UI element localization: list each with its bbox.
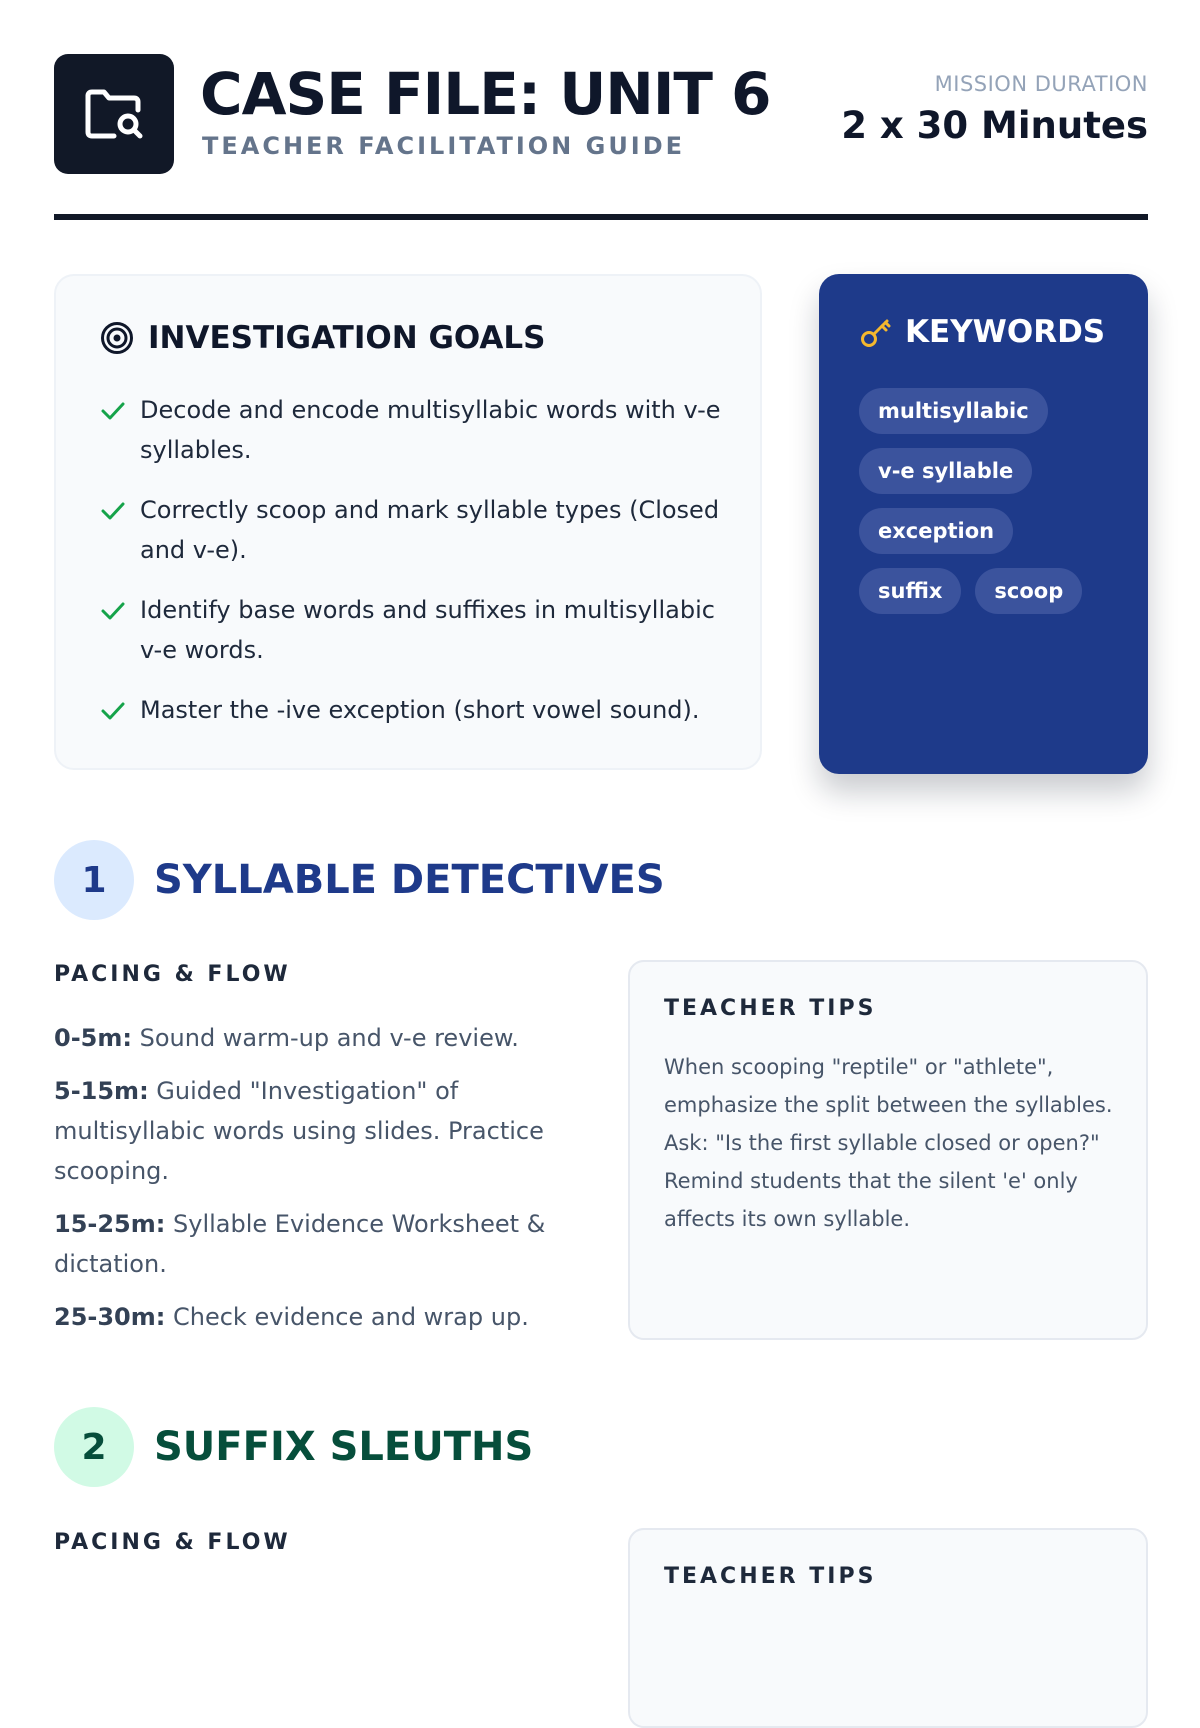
section-number-badge: 2: [54, 1407, 134, 1487]
keyword-tag: suffix: [859, 568, 961, 614]
section-number-badge: 1: [54, 840, 134, 920]
pacing-label: PACING & FLOW: [54, 962, 291, 987]
section-title: SYLLABLE DETECTIVES: [154, 857, 665, 903]
keyword-tag: v-e syllable: [859, 448, 1032, 494]
goal-text: Decode and encode multisyllabic words with v-e syllables.: [140, 396, 721, 464]
pacing-time: 25-30m:: [54, 1303, 166, 1331]
pacing-time: 0-5m:: [54, 1024, 132, 1052]
investigation-goals-card: [54, 274, 762, 770]
pacing-label: PACING & FLOW: [54, 1530, 291, 1555]
check-icon: [100, 698, 126, 724]
logo-badge: [54, 54, 174, 174]
pacing-time: 5-15m:: [54, 1077, 149, 1105]
goal-text: Correctly scoop and mark syllable types (Closed and v-e).: [140, 496, 720, 564]
pacing-text: Guided "Investigation" of multisyllabic words using slides. Practice scooping.: [54, 1077, 544, 1185]
folder-search-icon: [82, 84, 146, 144]
pacing-text: Check evidence and wrap up.: [165, 1303, 529, 1331]
keywords-heading-label: KEYWORDS: [905, 314, 1106, 350]
goals-heading-label: INVESTIGATION GOALS: [148, 320, 546, 356]
key-icon: [859, 315, 893, 349]
goal-item: [100, 390, 730, 470]
keyword-tag: exception: [859, 508, 1013, 554]
tips-label: TEACHER TIPS: [664, 1564, 877, 1589]
section-1-header: [54, 840, 665, 920]
pacing-list: [54, 1018, 574, 1350]
check-icon: [100, 598, 126, 624]
goals-list: [100, 390, 730, 750]
duration-label: MISSION DURATION: [934, 72, 1148, 96]
check-icon: [100, 398, 126, 424]
pacing-item: [54, 1071, 574, 1191]
pacing-item: [54, 1297, 574, 1337]
goal-item: [100, 490, 730, 570]
tips-label: TEACHER TIPS: [664, 996, 877, 1021]
page-title: CASE FILE: UNIT 6: [200, 60, 771, 128]
page-header: [54, 54, 1148, 174]
goal-item: [100, 590, 730, 670]
teacher-tips-card: [628, 1528, 1148, 1728]
goal-item: [100, 690, 730, 730]
pacing-item: [54, 1204, 574, 1284]
pacing-item: [54, 1018, 574, 1058]
section-2-header: [54, 1407, 533, 1487]
keywords-heading: [859, 314, 1105, 350]
keyword-tags: [859, 388, 1119, 628]
keywords-card: [819, 274, 1148, 774]
keyword-tag: scoop: [975, 568, 1082, 614]
tips-text: When scooping "reptile" or "athlete", emphasize the split between the syllables. Ask: "Is the first syllable closed or open?" Remind students that the silent 'e' only affects its own syllable.: [664, 1055, 1113, 1231]
goals-heading: [100, 320, 546, 356]
check-icon: [100, 498, 126, 524]
pacing-time: 15-25m:: [54, 1210, 166, 1238]
teacher-tips-card: [628, 960, 1148, 1340]
section-title: SUFFIX SLEUTHS: [154, 1424, 534, 1470]
header-divider: [54, 214, 1148, 220]
target-icon: [100, 321, 134, 355]
goal-text: Identify base words and suffixes in multisyllabic v-e words.: [140, 596, 715, 664]
page-subtitle: TEACHER FACILITATION GUIDE: [202, 132, 686, 160]
pacing-text: Syllable Evidence Worksheet & dictation.: [54, 1210, 546, 1278]
goal-text: Master the -ive exception (short vowel sound).: [140, 696, 700, 724]
duration-value: 2 x 30 Minutes: [841, 104, 1148, 147]
pacing-text: Sound warm-up and v-e review.: [131, 1024, 519, 1052]
keyword-tag: multisyllabic: [859, 388, 1048, 434]
